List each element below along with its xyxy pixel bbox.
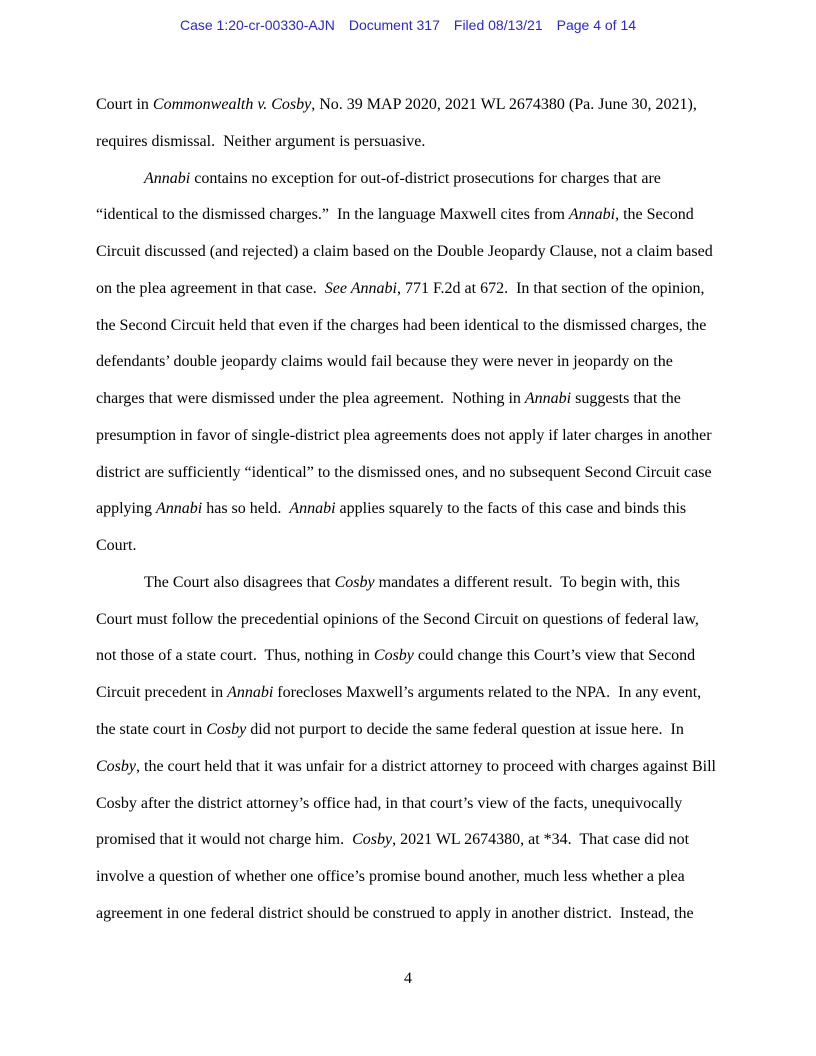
case-citation-italic: Annabi (144, 169, 191, 187)
text-run: district are sufficiently “identical” to the dismissed ones, and no subsequent Second Circuit case (96, 463, 712, 481)
text-line (96, 308, 720, 345)
text-run: “identical to the dismissed charges.” In the language Maxwell cites from (96, 206, 569, 224)
case-citation-italic: Cosby (373, 647, 414, 665)
text-run: not those of a state court. Thus, nothing in (96, 647, 374, 665)
case-citation-italic: Commonwealth v. Cosby (152, 96, 312, 113)
header-document-number: Document 317 (348, 17, 440, 33)
text-run: applies squarely to the facts of this case and binds this (335, 500, 687, 518)
text-line (96, 344, 720, 381)
text-run: did not purport to decide the same federal question at issue here. In (246, 721, 684, 739)
case-citation-italic: Cosby (206, 721, 247, 739)
text-run: defendants’ double jeopardy claims would fail because they were never in jeopardy on the (96, 353, 673, 371)
case-citation-italic: Annabi (568, 206, 616, 224)
header-filed-date: Filed 08/13/21 (453, 17, 543, 33)
case-citation-italic: Annabi (227, 684, 274, 702)
text-run: requires dismissal. Neither argument is persuasive. (96, 132, 426, 150)
case-citation-italic: Annabi (156, 500, 203, 518)
text-run: , 2021 WL 2674380, at *34. That case did not (392, 831, 690, 849)
text-run: Circuit discussed (and rejected) a claim based on the Double Jeopardy Clause, not a claim based (96, 243, 713, 261)
text-run: , 771 F.2d at 672. In that section of the opinion, (396, 279, 705, 297)
ecf-header (0, 15, 816, 35)
text-line (96, 234, 720, 271)
header-case-number: Case 1:20-cr-00330-AJN (179, 17, 335, 33)
case-citation-italic: Annabi (524, 390, 572, 408)
text-line (96, 491, 720, 528)
case-citation-italic: Cosby (334, 573, 375, 591)
text-line (96, 602, 720, 639)
text-line (96, 712, 720, 749)
text-line (96, 161, 720, 198)
text-line (96, 565, 720, 602)
text-run: , the court held that it was unfair for a district attorney to proceed with charges against Bill (136, 757, 716, 775)
text-run: the state court in (96, 721, 207, 739)
text-run: the Second Circuit held that even if the charges had been identical to the dismissed charges, the (96, 316, 707, 334)
text-line (96, 786, 720, 823)
text-line (96, 124, 720, 161)
text-line (96, 455, 720, 492)
header-page-indicator: Page 4 of 14 (556, 17, 637, 33)
text-line (96, 418, 720, 455)
text-run: , No. 39 MAP 2020, 2021 WL 2674380 (Pa. June 30, 2021), (311, 96, 697, 113)
text-run: contains no exception for out-of-district prosecutions for charges that are (190, 169, 661, 187)
text-run: Court. (96, 537, 137, 555)
text-line (96, 822, 720, 859)
text-line (96, 638, 720, 675)
text-line (96, 528, 720, 565)
text-run: forecloses Maxwell’s arguments related to the NPA. In any event, (273, 684, 702, 702)
document-body (96, 87, 720, 933)
text-run: suggests that the (571, 390, 681, 408)
text-run: , the Second (615, 206, 694, 224)
text-run: applying (96, 500, 156, 518)
text-run: presumption in favor of single-district plea agreements does not apply if later charges in another (96, 426, 712, 444)
text-line (96, 749, 720, 786)
case-citation-italic: Cosby (352, 831, 393, 849)
text-run: Circuit precedent in (96, 684, 228, 702)
text-run: mandates a different result. To begin with, this (374, 573, 680, 591)
text-line (96, 381, 720, 418)
text-line (96, 859, 720, 896)
text-run: involve a question of whether one office’s promise bound another, much less whether a plea (96, 868, 685, 886)
text-run: The Court also disagrees that (144, 573, 335, 591)
case-citation-italic: See Annabi (324, 279, 397, 297)
text-run: Court must follow the precedential opinions of the Second Circuit on questions of federal law, (96, 610, 699, 628)
text-run: could change this Court’s view that Second (413, 647, 696, 665)
text-run: Court in (96, 96, 153, 113)
text-run: agreement in one federal district should be construed to apply in another district. Instead, the (96, 904, 694, 922)
text-line (96, 271, 720, 308)
text-run: promised that it would not charge him. (96, 831, 353, 849)
case-citation-italic: Annabi (289, 500, 336, 518)
text-run: Cosby after the district attorney’s office had, in that court’s view of the facts, unequivocally (96, 794, 683, 812)
text-line (96, 197, 720, 234)
text-run: has so held. (202, 500, 290, 518)
page-number: 4 (404, 970, 412, 987)
text-line (96, 896, 720, 933)
case-citation-italic: Cosby (96, 757, 136, 775)
text-line (96, 87, 720, 124)
text-run: on the plea agreement in that case. (96, 279, 325, 297)
text-run: charges that were dismissed under the plea agreement. Nothing in (96, 390, 525, 408)
text-line (96, 675, 720, 712)
